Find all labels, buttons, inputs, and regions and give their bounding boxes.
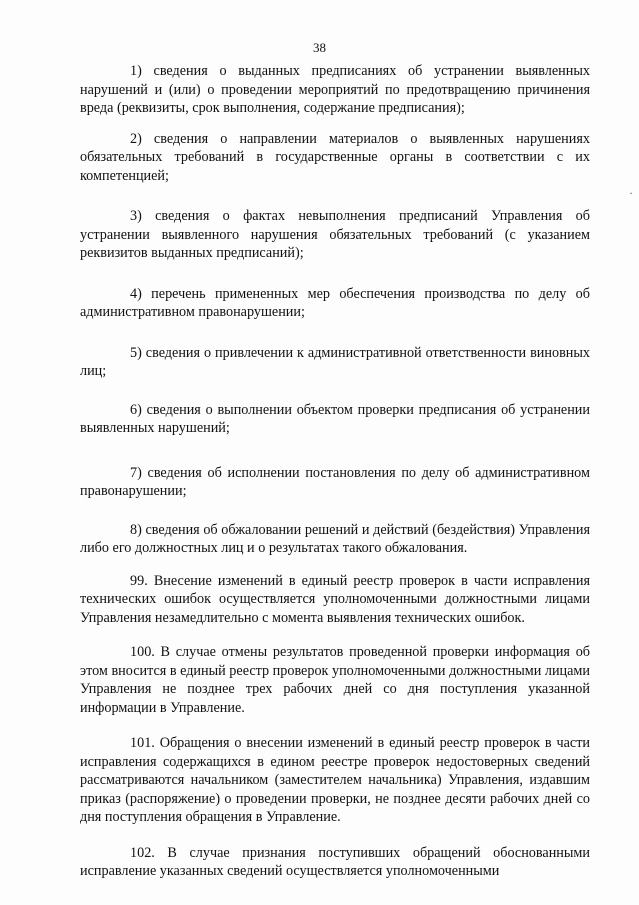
page-number: 38 [313, 40, 326, 55]
paragraph-item-8: 8) сведения об обжаловании решений и действий (бездействия) Управления либо его должностных лиц и о результатах такого обжалования. [80, 521, 590, 556]
paragraph-item-99: 99. Внесение изменений в единый реестр проверок в части исправления технических ошибок осуществляется уполномоченными должностными лицами Управления незамедлительно с момента выявления технических ошибок. [80, 572, 590, 626]
margin-mark: · [629, 186, 633, 200]
paragraph-item-7: 7) сведения об исполнении постановления по делу об административном правонарушении; [80, 464, 590, 499]
paragraph-item-2: 2) сведения о направлении материалов о выявленных нарушениях обязательных требований в государственные органы в соответствии с их компетенцией; [80, 130, 590, 184]
paragraph-item-4: 4) перечень примененных мер обеспечения производства по делу об административном правонарушении; [80, 285, 590, 320]
paragraph-item-100: 100. В случае отмены результатов проведенной проверки информация об этом вносится в единый реестр проверок уполномоченными должностными лицами Управления не позднее трех рабочих дней со дня поступления указанной информации в Управление. [80, 644, 590, 716]
document-body [80, 62, 590, 881]
paragraph-item-6: 6) сведения о выполнении объектом проверки предписания об устранении выявленных нарушений; [80, 401, 590, 436]
paragraph-item-102: 102. В случае признания поступивших обращений обоснованными исправление указанных сведений осуществляется уполномоченными [80, 844, 590, 879]
paragraph-item-5: 5) сведения о привлечении к административной ответственности виновных лиц; [80, 344, 590, 379]
paragraph-item-1: 1) сведения о выданных предписаниях об устранении выявленных нарушений и (или) о проведении мероприятий по предотвращению причинения вреда (реквизиты, срок выполнения, содержание предписания); [80, 63, 590, 116]
paragraph-item-101: 101. Обращения о внесении изменений в единый реестр проверок в части исправления содержащихся в едином реестре проверок недостоверных сведений рассматриваются начальником (заместителем начальника) Управления, издавшим приказ (распоряжение) о проведении проверки, не позднее десяти рабочих дней со дня поступления обращения в Управление. [80, 735, 590, 825]
paragraph-item-3: 3) сведения о фактах невыполнения предписаний Управления об устранении выявленного нарушения обязательных требований (с указанием реквизитов выданных предписаний); [80, 208, 590, 261]
